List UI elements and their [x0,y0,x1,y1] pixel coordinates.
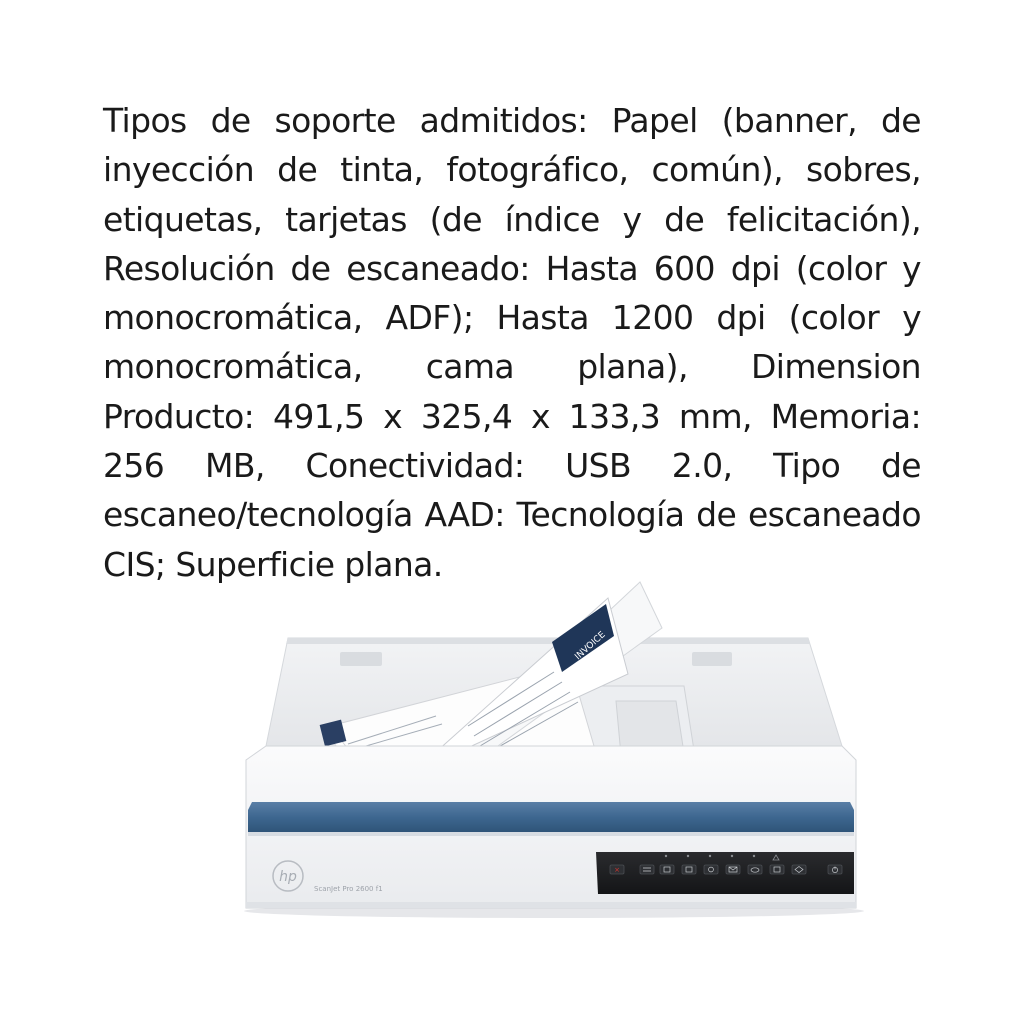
wifi-button[interactable] [792,865,806,874]
scan-to-pc-button[interactable] [660,865,674,874]
scan-email-button[interactable] [726,865,740,874]
lid-back-edge [286,638,810,644]
right-hinge [692,652,732,666]
svg-text:hp: hp [279,869,297,885]
front-accent-band [248,802,854,832]
menu-button[interactable] [640,865,654,874]
svg-text:×: × [614,866,620,874]
scan-cloud-button[interactable] [748,865,762,874]
invoice-heading: INVOICE [573,629,608,663]
scanner-product-image [236,576,866,921]
left-hinge [340,652,382,666]
scan-pdf-button[interactable] [770,865,784,874]
cancel-button[interactable] [610,865,624,874]
product-spec-description: Tipos de soporte admitidos: Papel (banner, de inyección de tinta, fotográfico, común), sobres, etiquetas, tarjetas (de índice y de felicitación), Resolución de escaneado: Hasta 600 dpi (color y monocromática, ADF); Hasta 1200 dpi (color y monocromática, cama plana), Dimension Producto: 491,5 x 325,4 x 133,3 mm, Memoria: 256 MB, Conectividad: USB 2.0, Tipo de escaneo/tecnología AAD: Tecnología de escaneado CIS; Superficie plana. [103,101,921,584]
scan-photo-button[interactable] [704,865,718,874]
front-lower-edge [246,902,856,908]
power-button[interactable] [828,865,842,874]
model-label: ScanJet Pro 2600 f1 [314,885,383,893]
control-panel [596,852,854,894]
scan-document-button[interactable] [682,865,696,874]
